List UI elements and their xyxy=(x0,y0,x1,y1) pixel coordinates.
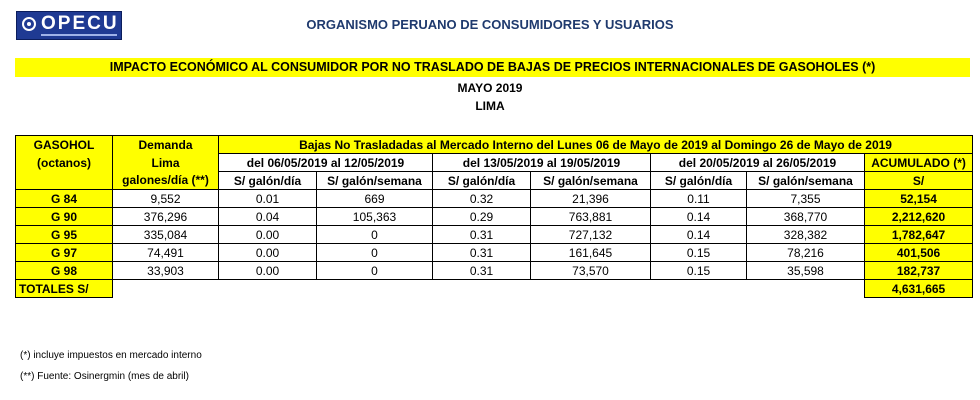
row-p3-semana: 78,216 xyxy=(747,244,865,262)
report-banner: IMPACTO ECONÓMICO AL CONSUMIDOR POR NO TRASLADO DE BAJAS DE PRECIOS INTERNACIONALES DE GASOHOLES (*) xyxy=(15,58,970,77)
period-3: del 20/05/2019 al 26/05/2019 xyxy=(651,154,865,172)
row-acumulado: 52,154 xyxy=(865,190,973,208)
totals-spacer xyxy=(113,280,865,298)
header-acumulado-unit: S/ xyxy=(865,172,973,190)
row-acumulado: 1,782,647 xyxy=(865,226,973,244)
logo-underline xyxy=(41,34,117,36)
header-gasohol: GASOHOL xyxy=(16,136,113,154)
row-acumulado: 182,737 xyxy=(865,262,973,280)
report-month: MAYO 2019 xyxy=(457,81,523,95)
organization-title: ORGANISMO PERUANO DE CONSUMIDORES Y USUARIOS xyxy=(306,17,674,32)
note-taxes: (*) incluye impuestos en mercado interno xyxy=(20,350,202,361)
row-p1-semana: 669 xyxy=(317,190,433,208)
row-name: G 97 xyxy=(16,244,113,262)
sub-semana-3: S/ galón/semana xyxy=(747,172,865,190)
totals-value: 4,631,665 xyxy=(865,280,973,298)
row-demanda: 376,296 xyxy=(113,208,219,226)
row-p3-galon: 0.14 xyxy=(651,226,747,244)
table-row xyxy=(16,226,973,244)
row-p1-galon: 0.04 xyxy=(219,208,317,226)
row-p2-semana: 21,396 xyxy=(531,190,651,208)
row-acumulado: 401,506 xyxy=(865,244,973,262)
row-p1-galon: 0.00 xyxy=(219,244,317,262)
header-octanos: (octanos) xyxy=(16,154,113,172)
row-p2-galon: 0.31 xyxy=(433,262,531,280)
header-demanda: Demanda xyxy=(113,136,219,154)
row-p2-semana: 161,645 xyxy=(531,244,651,262)
sub-galon-2: S/ galón/día xyxy=(433,172,531,190)
row-p1-galon: 0.00 xyxy=(219,262,317,280)
table-row xyxy=(16,244,973,262)
table-row xyxy=(16,190,973,208)
row-demanda: 335,084 xyxy=(113,226,219,244)
row-p1-semana: 0 xyxy=(317,226,433,244)
row-demanda: 33,903 xyxy=(113,262,219,280)
period-2: del 13/05/2019 al 19/05/2019 xyxy=(433,154,651,172)
row-p2-galon: 0.29 xyxy=(433,208,531,226)
header-acumulado: ACUMULADO (*) xyxy=(865,154,973,172)
row-p3-galon: 0.14 xyxy=(651,208,747,226)
sub-galon-3: S/ galón/día xyxy=(651,172,747,190)
header-bajas: Bajas No Trasladadas al Mercado Interno del Lunes 06 de Mayo de 2019 al Domingo 26 de Mayo de 2019 xyxy=(219,136,973,154)
row-acumulado: 2,212,620 xyxy=(865,208,973,226)
row-p3-semana: 368,770 xyxy=(747,208,865,226)
row-demanda: 9,552 xyxy=(113,190,219,208)
table-row xyxy=(16,208,973,226)
header-empty xyxy=(16,172,113,190)
row-p1-semana: 105,363 xyxy=(317,208,433,226)
row-p1-semana: 0 xyxy=(317,244,433,262)
header-lima: Lima xyxy=(113,154,219,172)
row-name: G 95 xyxy=(16,226,113,244)
period-1: del 06/05/2019 al 12/05/2019 xyxy=(219,154,433,172)
sub-semana-1: S/ galón/semana xyxy=(317,172,433,190)
totals-row xyxy=(16,280,973,298)
note-source: (**) Fuente: Osinergmin (mes de abril) xyxy=(20,371,189,382)
row-p2-galon: 0.32 xyxy=(433,190,531,208)
totals-label: TOTALES S/ xyxy=(16,280,113,298)
sub-semana-2: S/ galón/semana xyxy=(531,172,651,190)
row-name: G 98 xyxy=(16,262,113,280)
row-p3-semana: 328,382 xyxy=(747,226,865,244)
logo-text: OPECU xyxy=(41,13,119,34)
row-p2-semana: 73,570 xyxy=(531,262,651,280)
row-p3-semana: 35,598 xyxy=(747,262,865,280)
row-name: G 90 xyxy=(16,208,113,226)
row-p2-semana: 727,132 xyxy=(531,226,651,244)
row-p2-semana: 763,881 xyxy=(531,208,651,226)
sub-galon-1: S/ galón/día xyxy=(219,172,317,190)
row-p3-galon: 0.11 xyxy=(651,190,747,208)
row-p2-galon: 0.31 xyxy=(433,244,531,262)
report-city: LIMA xyxy=(475,99,505,113)
header-galones: galones/día (**) xyxy=(113,172,219,190)
row-p1-galon: 0.01 xyxy=(219,190,317,208)
row-name: G 84 xyxy=(16,190,113,208)
row-demanda: 74,491 xyxy=(113,244,219,262)
impact-table xyxy=(15,135,973,298)
row-p3-galon: 0.15 xyxy=(651,244,747,262)
row-p2-galon: 0.31 xyxy=(433,226,531,244)
row-p3-semana: 7,355 xyxy=(747,190,865,208)
row-p3-galon: 0.15 xyxy=(651,262,747,280)
row-p1-galon: 0.00 xyxy=(219,226,317,244)
table-row xyxy=(16,262,973,280)
row-p1-semana: 0 xyxy=(317,262,433,280)
